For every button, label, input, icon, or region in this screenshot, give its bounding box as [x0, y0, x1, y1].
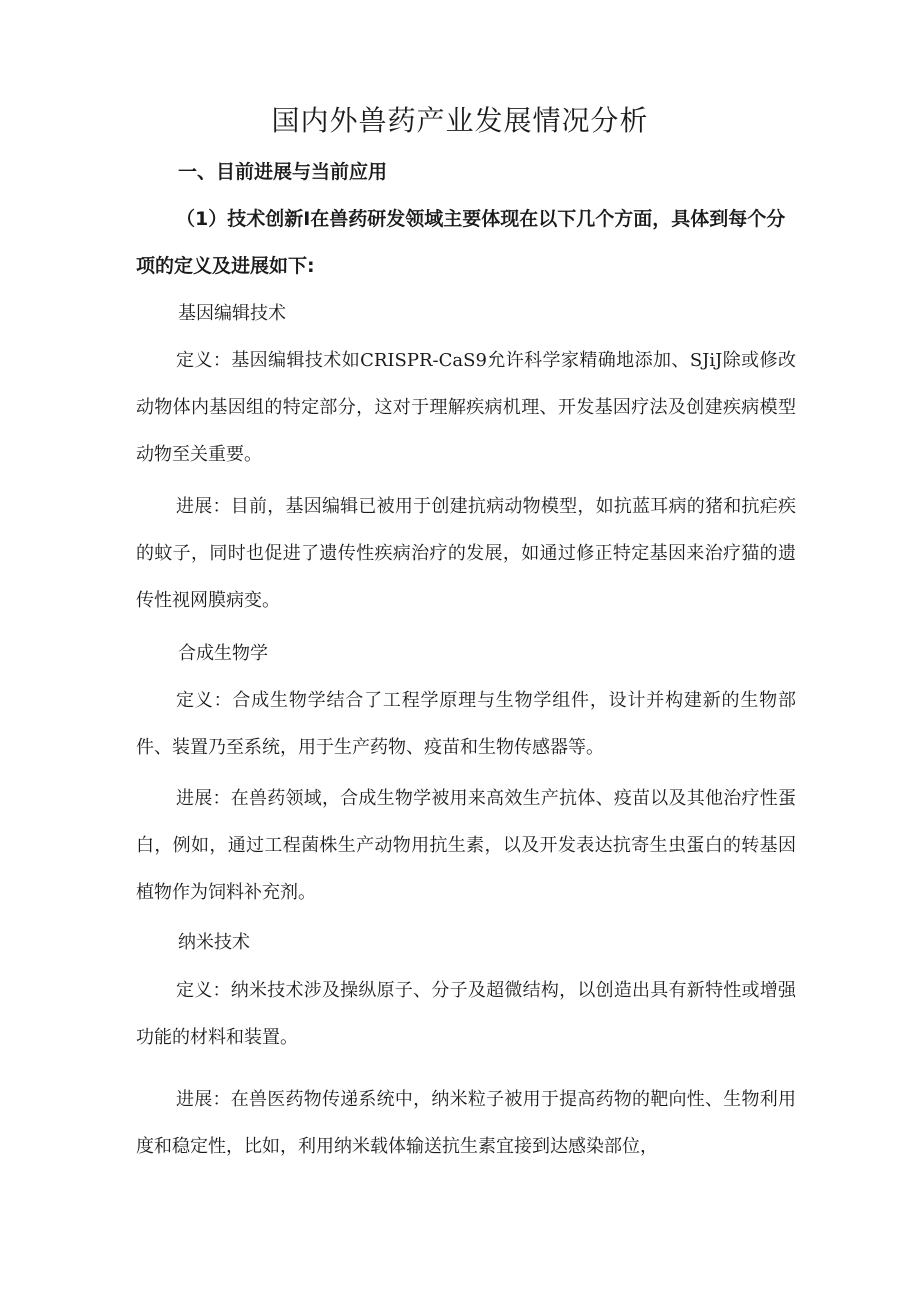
item-definition-nanotechnology: 定义：纳米技术涉及操纵原子、分子及超微结构，以创造出具有新特性或增强功能的材料和装置。: [136, 980, 796, 1048]
item-progress-synthetic-biology: 进展：在兽药领域，合成生物学被用来高效生产抗体、疫苗以及其他治疗性蛋白，例如，通过工程菌株生产动物用抗生素，以及开发表达抗寄生虫蛋白的转基因植物作为饲料补充剂。: [136, 788, 796, 903]
section-heading: 一、目前进展与当前应用: [178, 161, 388, 183]
item-definition-gene-editing: 定义：基因编辑技术如CRISPR-CaS9允许科学家精确地添加、SJiJ除或修改动物体内基因组的特定部分，这对于理解疾病机理、开发基因疗法及创建疾病模型动物至关重要。: [136, 350, 796, 465]
item-heading-synthetic-biology: 合成生物学: [178, 643, 268, 664]
item-progress-gene-editing: 进展：目前，基因编辑已被用于创建抗病动物模型，如抗蓝耳病的猪和抗疟疾的蚊子，同时也促进了遗传性疾病治疗的发展，如通过修正特定基因来治疗猫的遗传性视网膜病变。: [136, 496, 796, 611]
item-progress-nanotechnology: 进展：在兽医药物传递系统中，纳米粒子被用于提高药物的靶向性、生物利用度和稳定性，比如，利用纳米载体输送抗生素宜接到达感染部位，: [136, 1089, 796, 1157]
item-definition-synthetic-biology: 定义：合成生物学结合了工程学原理与生物学组件，设计并构建新的生物部件、装置乃至系统，用于生产药物、疫苗和生物传感器等。: [136, 690, 796, 758]
item-heading-nanotechnology: 纳米技术: [178, 932, 250, 953]
document-title: 国内外兽药产业发展情况分析: [271, 104, 649, 137]
subsection-heading: （1）技术创新I在兽药研发领域主要体现在以下几个方面，具体到每个分项的定义及进展如下:: [136, 208, 786, 277]
item-heading-gene-editing: 基因编辑技术: [178, 303, 286, 324]
